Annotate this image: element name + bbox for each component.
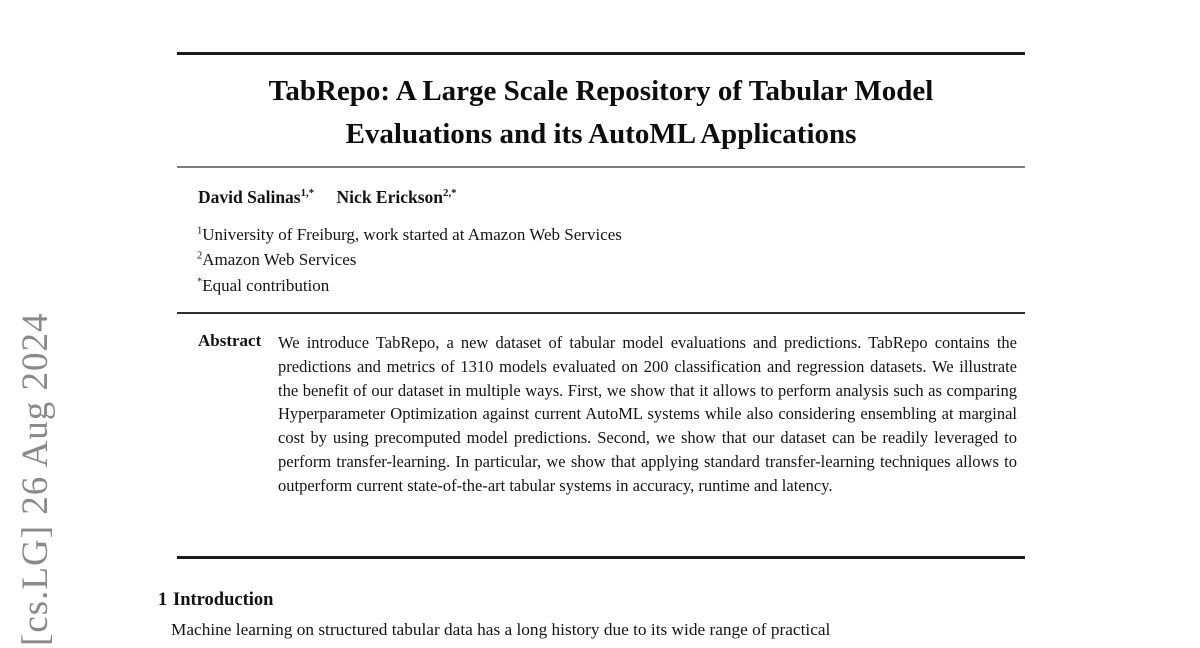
paper-title-line2: Evaluations and its AutoML Applications xyxy=(345,118,857,150)
section-title: Introduction xyxy=(173,590,274,610)
author-name: David Salinas xyxy=(198,187,301,207)
abstract-body: We introduce TabRepo, a new dataset of tabular model evaluations and predictions. TabRepo contains the predictions and metrics of 1310 models evaluated on 200 classification and regression datasets. We illustrate the benefit of our dataset in multiple ways. First, we show that it allows to perform analysis such as comparing Hyperparameter Optimization against current AutoML systems while also considering ensembling at marginal cost by using precomputed model predictions. Second, we show that our dataset can be readily leveraged to perform transfer-learning. In particular, we show that applying standard transfer-learning techniques allows to outperform current state-of-the-art tabular systems in accuracy, runtime and latency. xyxy=(278,333,1017,495)
section-number: 1 xyxy=(158,590,168,610)
title-top-rule xyxy=(177,52,1025,55)
author-superscript: 1,* xyxy=(300,187,315,200)
affiliation-block xyxy=(197,222,622,298)
author-name: Nick Erickson xyxy=(336,187,444,207)
affiliation-superscript: 1 xyxy=(197,225,203,237)
affiliation-text: University of Freiburg, work started at Amazon Web Services xyxy=(202,225,622,244)
paper-title-line1: TabRepo: A Large Scale Repository of Tabular Model xyxy=(268,75,934,107)
affiliation-line xyxy=(197,273,622,298)
paper-title xyxy=(177,70,1025,156)
arxiv-watermark: [cs.LG] 26 Aug 2024 xyxy=(15,312,56,646)
authors-top-rule xyxy=(177,166,1025,168)
affiliation-text: Amazon Web Services xyxy=(202,250,357,270)
author xyxy=(198,187,314,207)
author-block xyxy=(198,187,475,208)
affiliation-text: Equal contribution xyxy=(202,275,330,295)
author-superscript: 2,* xyxy=(443,187,457,200)
affiliation-line xyxy=(197,222,622,247)
abstract-bottom-rule xyxy=(177,556,1025,559)
intro-paragraph: Machine learning on structured tabular data has a long history due to its wide range of practical xyxy=(171,620,831,639)
abstract-top-rule xyxy=(177,312,1025,314)
section-heading xyxy=(158,590,273,611)
affiliation-line xyxy=(197,247,622,272)
author xyxy=(337,187,457,207)
affiliation-superscript: 2 xyxy=(197,250,203,262)
abstract-label: Abstract xyxy=(198,331,262,350)
affiliation-superscript: * xyxy=(197,276,203,288)
